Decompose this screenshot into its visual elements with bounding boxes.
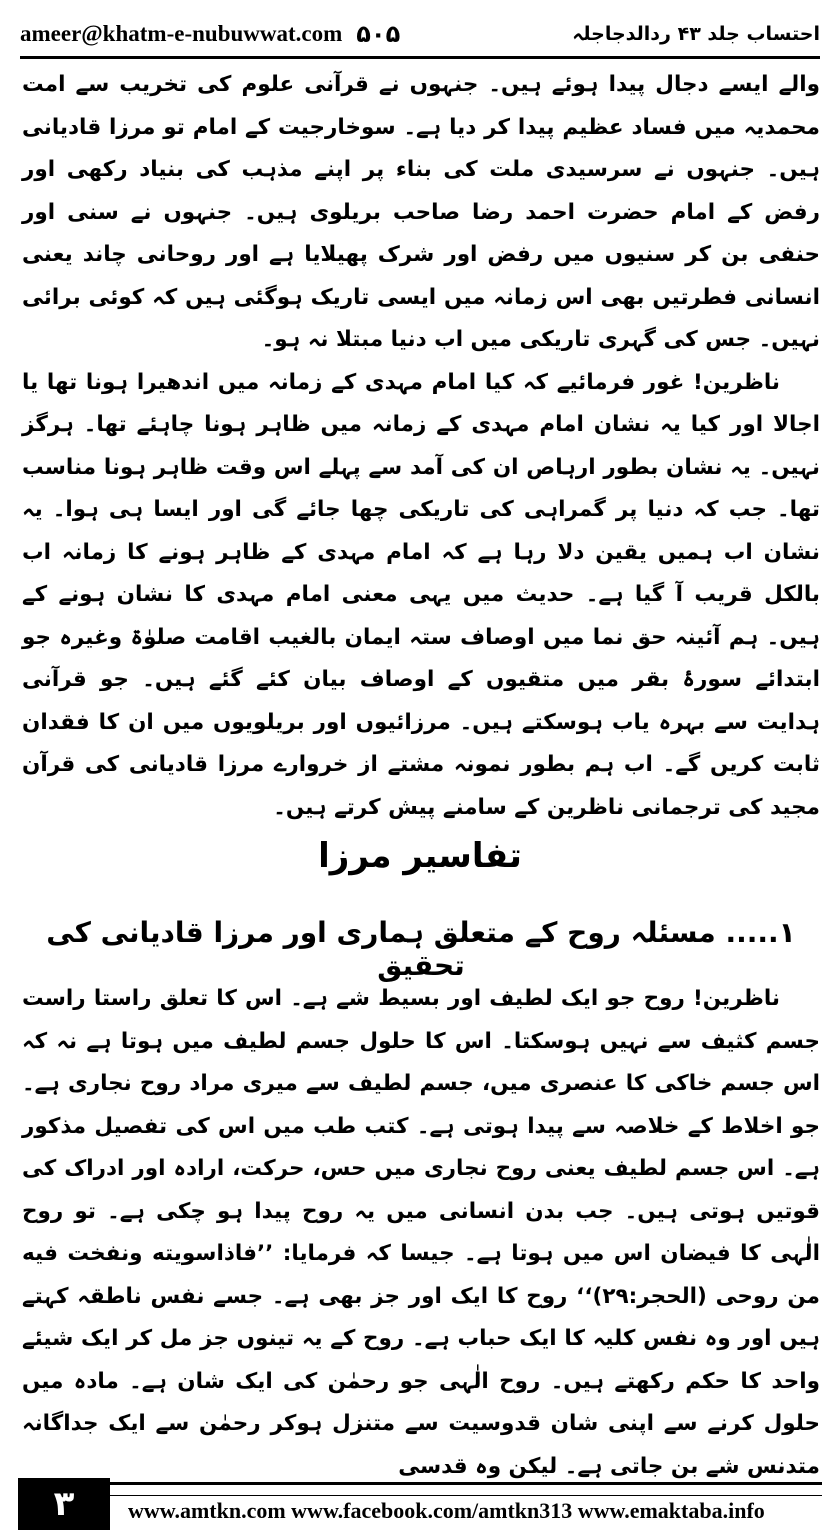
page-footer xyxy=(18,1478,822,1530)
paragraph-2: ناظرین! غور فرمائیے کہ کیا امام مہدی کے زمانہ میں اندھیرا ہونا تھا یا اجالا اور کیا یہ نشان امام مہدی کے زمانہ میں ظاہر ہونا چاہئے تھا۔ ہرگز نہیں۔ یہ نشان بطور ارہاص ان کی آمد سے پہلے اس وقت ظاہر ہونا مناسب تھا۔ جب کہ دنیا پر گمراہی کی تاریکی چھا جائے گی اور ایسا ہی ہوا۔ یہ نشان اب ہمیں یقین دلا رہا ہے کہ امام مہدی کے ظاہر ہونے کا زمانہ اب بالکل قریب آ گیا ہے۔ حدیث میں یہی معنی امام مہدی کا نشان ہونے کے ہیں۔ ہم آئینہ حق نما میں اوصاف ستہ ایمان بالغیب اقامت صلوٰۃ وغیرہ جو ابتدائے سورۂ بقر میں متقیوں کے اوصاف بیان کئے گئے ہیں۔ جو قرآنی ہدایت سے بہرہ یاب ہوسکتے ہیں۔ مرزائیوں اور بریلویوں میں ان کا فقدان ثابت کریں گے۔ اب ہم بطور نمونہ مشتے از خروارے مرزا قادیانی کی قرآن مجید کی ترجمانی ناظرین کے سامنے پیش کرتے ہیں۔ xyxy=(22,369,820,820)
section-text xyxy=(22,978,820,1488)
header-left xyxy=(20,20,400,48)
paragraph-3: ناظرین! روح جو ایک لطیف اور بسیط شے ہے۔ اس کا تعلق راستا راست جسم کثیف سے نہیں ہوسکتا۔ اس کا حلول جسم لطیف میں ہوتا ہے نہ کہ اس جسم خاکی کا عنصری میں، جسم لطیف سے میری مراد روح نجاری ہے۔ جو اخلاط کے خلاصہ سے پیدا ہوتی ہے۔ کتب طب میں اس کی تفصیل مذکور ہے۔ اس جسم لطیف یعنی روح نجاری میں حس، حرکت، ارادہ اور ادراک کی قوتیں ہوتی ہیں۔ جب بدن انسانی میں یہ روح پیدا ہو چکی ہے۔ تو روح الٰہی کا فیضان اس میں ہوتا ہے۔ جیسا کہ فرمایا: ’’فاذاسویته ونفخت فيه من روحی (الحجر:۲۹)‘‘ روح کا ایک اور جز بھی ہے۔ جسے نفس ناطقہ کہتے ہیں اور وہ نفس کلیہ کا ایک حباب ہے۔ روح کے یہ تینوں جز مل کر ایک شیئے واحد کا حکم رکھتے ہیں۔ روح الٰہی جو رحمٰن کی ایک شان ہے۔ مادہ میں حلول کرنے سے اپنی شان قدوسیت سے متنزل ہوکر رحمٰن سے ایک جداگانہ متدنس شے بن جاتی ہے۔ لیکن وہ قدسی xyxy=(22,986,820,1479)
footer-rule xyxy=(110,1482,822,1496)
header-page-number: ۵۰۵ xyxy=(356,20,401,48)
section-subheading: ۱..... مسئلہ روح کے متعلق ہماری اور مرزا قادیانی کی تحقیق xyxy=(46,916,796,982)
section-heading: تفاسیر مرزا xyxy=(318,836,522,876)
header-email: ameer@khatm-e-nubuwwat.com xyxy=(20,21,343,46)
footer-urls: www.amtkn.com www.facebook.com/amtkn313 www.emaktaba.info xyxy=(128,1498,765,1523)
header-book-title: احتساب جلد ۴۳ ردالدجاجلہ xyxy=(572,23,820,45)
footer-page-number: ۳ xyxy=(18,1478,110,1530)
page-header xyxy=(20,14,820,54)
header-rule xyxy=(20,56,820,59)
paragraph-1: والے ایسے دجال پیدا ہوئے ہیں۔ جنہوں نے قرآنی علوم کی تخریب سے امت محمدیہ میں فساد عظیم پیدا کر دیا ہے۔ سوخارجیت کے امام تو مرزا قادیانی ہیں۔ جنہوں نے سرسیدی ملت کی بناء پر اپنے مذہب کی بنیاد رکھی اور رفض کے امام حضرت احمد رضا صاحب بریلوی ہیں۔ جنہوں نے سنی اور حنفی بن کر سنیوں میں رفض اور شرک پھیلایا ہے اور روحانی چاند یعنی انسانی فطرتیں بھی اس زمانہ میں ایسی تاریک ہوگئی ہیں کہ کوئی برائی نہیں۔ جس کی گہری تاریکی میں اب دنیا مبتلا نہ ہو۔ xyxy=(22,72,820,352)
main-text xyxy=(22,64,820,829)
